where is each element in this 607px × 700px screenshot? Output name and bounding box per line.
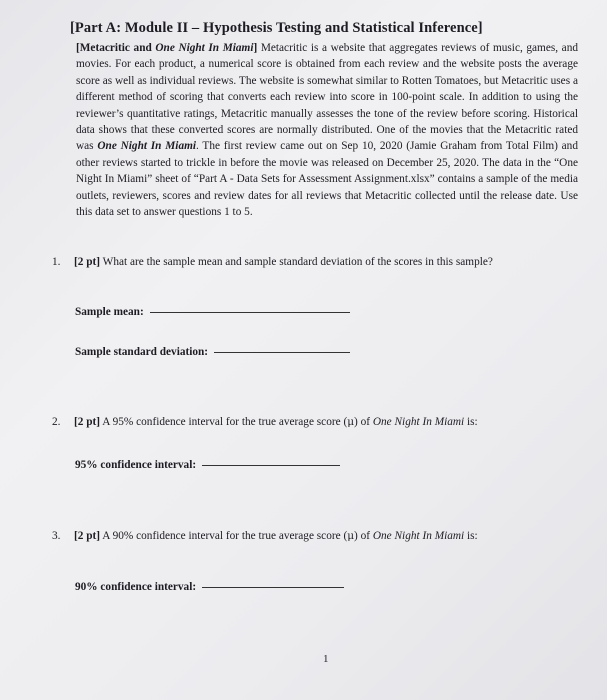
question-points: [2 pt] xyxy=(74,256,101,268)
intro-text-2: . The first review came out on Sep 10, 2020 (Jamie Graham from Total Film) and other reviews started to trickle in before the movie was released on December 25, 2020. The data in the “One Night In Miami” sheet of “Part A - Data Sets for Assessment Assignment.xlsx” contains a sample of the media outlets, reviewers, scores and review dates for all reviews that Metacritic collected until the release date. Use this data set to answer questions 1 to 5. xyxy=(76,140,578,219)
answer-ci-90 xyxy=(75,581,344,593)
intro-lead-open: [Metacritic and xyxy=(76,42,156,54)
question-text-before: A 95% confidence interval for the true average score ( xyxy=(100,416,348,428)
answer-blank-ci-95[interactable] xyxy=(202,465,340,466)
answer-blank-sample-sd[interactable] xyxy=(214,352,350,353)
answer-sample-sd xyxy=(75,346,350,358)
question-movie: One Night In Miami xyxy=(372,530,465,542)
intro-movie-inline: One Night In Miami xyxy=(97,140,197,153)
question-text-end: is: xyxy=(464,416,478,428)
question-text: What are the sample mean and sample standard deviation of the scores in this sample? xyxy=(100,256,493,268)
question-text-after: ) of xyxy=(354,416,373,428)
question-number: 3. xyxy=(52,530,61,542)
answer-label: Sample standard deviation: xyxy=(75,346,209,358)
answer-sample-mean xyxy=(75,306,350,318)
answer-ci-95 xyxy=(75,459,340,471)
question-text-before: A 90% confidence interval for the true average score ( xyxy=(100,530,348,542)
page-number: 1 xyxy=(323,653,329,665)
question-number: 2. xyxy=(52,416,61,428)
intro-text-1: Metacritic is a website that aggregates reviews of music, games, and movies. For each product, a numerical score is obtained from each review and the website posts the average score as well as individual reviews. The website is somewhat similar to Rotten Tomatoes, but Metacritic uses a different method of scoring that converts each review into score in 100-point scale. In addition to using the reviewer’s quantitative ratings, Metacritic manually assesses the tone of the review before scoring. Historical data shows that these converted scores are normally distributed. One of the movies that the Metacritic rated was xyxy=(76,42,578,153)
question-3 xyxy=(52,530,572,542)
answer-label: 90% confidence interval: xyxy=(75,581,197,593)
mu-symbol: μ xyxy=(347,530,355,542)
question-points: [2 pt] xyxy=(74,530,101,542)
question-text-end: is: xyxy=(464,530,478,542)
intro-lead-close: ] xyxy=(253,42,258,54)
question-2 xyxy=(52,416,572,428)
intro-paragraph xyxy=(76,40,578,220)
answer-label: 95% confidence interval: xyxy=(75,459,197,471)
answer-label: Sample mean: xyxy=(75,306,144,318)
section-heading: [Part A: Module II – Hypothesis Testing and Statistical Inference] xyxy=(70,20,483,36)
mu-symbol: μ xyxy=(347,416,355,428)
answer-blank-ci-90[interactable] xyxy=(202,587,344,588)
question-1 xyxy=(52,256,572,268)
question-text-after: ) of xyxy=(354,530,373,542)
question-number: 1. xyxy=(52,256,61,268)
question-points: [2 pt] xyxy=(74,416,101,428)
answer-blank-sample-mean[interactable] xyxy=(150,312,350,313)
intro-lead-movie: One Night In Miami xyxy=(155,42,254,54)
question-movie: One Night In Miami xyxy=(372,416,465,428)
